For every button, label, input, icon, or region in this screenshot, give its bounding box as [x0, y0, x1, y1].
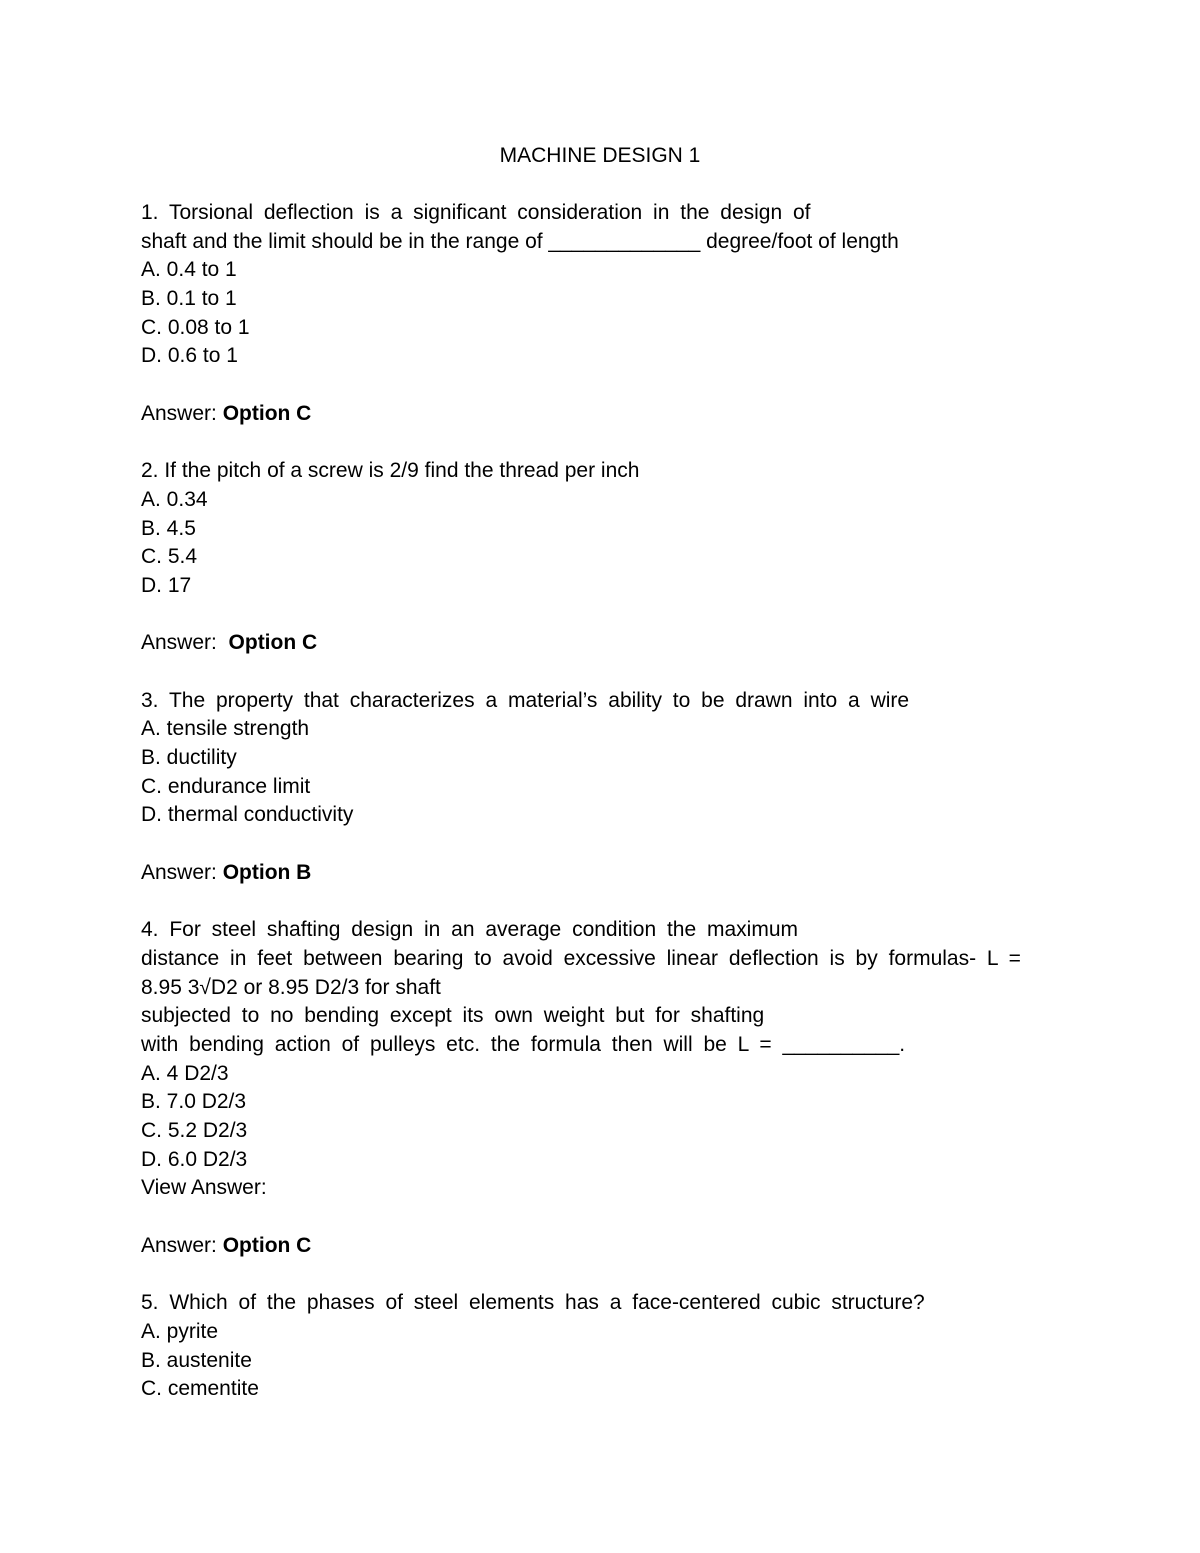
question-stem-line: 3. The property that characterizes a material’s ability to be drawn into a wire — [141, 688, 910, 712]
question-2 — [141, 457, 1081, 687]
answer-label: Answer: — [141, 631, 217, 655]
question-stem-line: subjected to no bending except its own weight but for shafting — [141, 1004, 765, 1028]
answer-value: Option B — [222, 860, 312, 884]
question-stem-line: 2. If the pitch of a screw is 2/9 find the thread per inch — [141, 459, 640, 483]
option-b: B. ductility — [141, 746, 237, 770]
answer-value: Option C — [222, 401, 312, 425]
question-stem-line: 8.95 3√D2 or 8.95 D2/3 for shaft — [141, 975, 441, 999]
option-c: C. 5.4 — [141, 545, 198, 569]
answer-label: Answer: — [141, 1233, 217, 1257]
option-a: A. tensile strength — [141, 717, 310, 741]
option-b: B. 7.0 D2/3 — [141, 1090, 247, 1114]
option-b: B. austenite — [141, 1348, 252, 1372]
question-stem-line: with bending action of pulleys etc. the formula then will be L = __________. — [141, 1032, 906, 1056]
question-stem-line: 5. Which of the phases of steel elements has a face-centered cubic structure? — [141, 1291, 925, 1315]
option-d: D. 0.6 to 1 — [141, 344, 238, 368]
question-1 — [141, 199, 1081, 457]
answer-line — [141, 859, 1081, 888]
option-d: D. 6.0 D2/3 — [141, 1147, 248, 1171]
option-c: C. 0.08 to 1 — [141, 315, 250, 339]
view-answer-text: View Answer: — [141, 1176, 267, 1200]
answer-label: Answer: — [141, 401, 217, 425]
question-3 — [141, 687, 1081, 917]
answer-value: Option C — [222, 1233, 312, 1257]
option-a: A. 4 D2/3 — [141, 1061, 229, 1085]
option-a: A. 0.34 — [141, 487, 208, 511]
document-title: MACHINE DESIGN 1 — [499, 144, 701, 167]
answer-line — [141, 629, 1081, 658]
question-stem-line: distance in feet between bearing to avoid excessive linear deflection is by formulas- L = — [141, 946, 1021, 970]
question-list — [141, 199, 1081, 1404]
option-d: D. thermal conductivity — [141, 803, 354, 827]
option-c: C. endurance limit — [141, 774, 311, 798]
option-c: C. cementite — [141, 1377, 259, 1401]
answer-line — [141, 1232, 1081, 1261]
question-stem-line: shaft and the limit should be in the range of _____________ degree/foot of length — [141, 229, 899, 253]
option-a: A. 0.4 to 1 — [141, 258, 237, 282]
option-b: B. 4.5 — [141, 516, 196, 540]
question-4 — [141, 916, 1081, 1289]
answer-label: Answer: — [141, 860, 217, 884]
option-d: D. 17 — [141, 573, 192, 597]
question-5 — [141, 1289, 1081, 1404]
question-stem-line: 1. Torsional deflection is a significant consideration in the design of — [141, 201, 811, 224]
answer-value: Option C — [228, 631, 318, 655]
option-a: A. pyrite — [141, 1319, 219, 1343]
question-stem-line: 4. For steel shafting design in an average condition the maximum — [141, 918, 799, 942]
answer-line — [141, 400, 1081, 429]
option-c: C. 5.2 D2/3 — [141, 1119, 248, 1142]
option-b: B. 0.1 to 1 — [141, 287, 237, 311]
